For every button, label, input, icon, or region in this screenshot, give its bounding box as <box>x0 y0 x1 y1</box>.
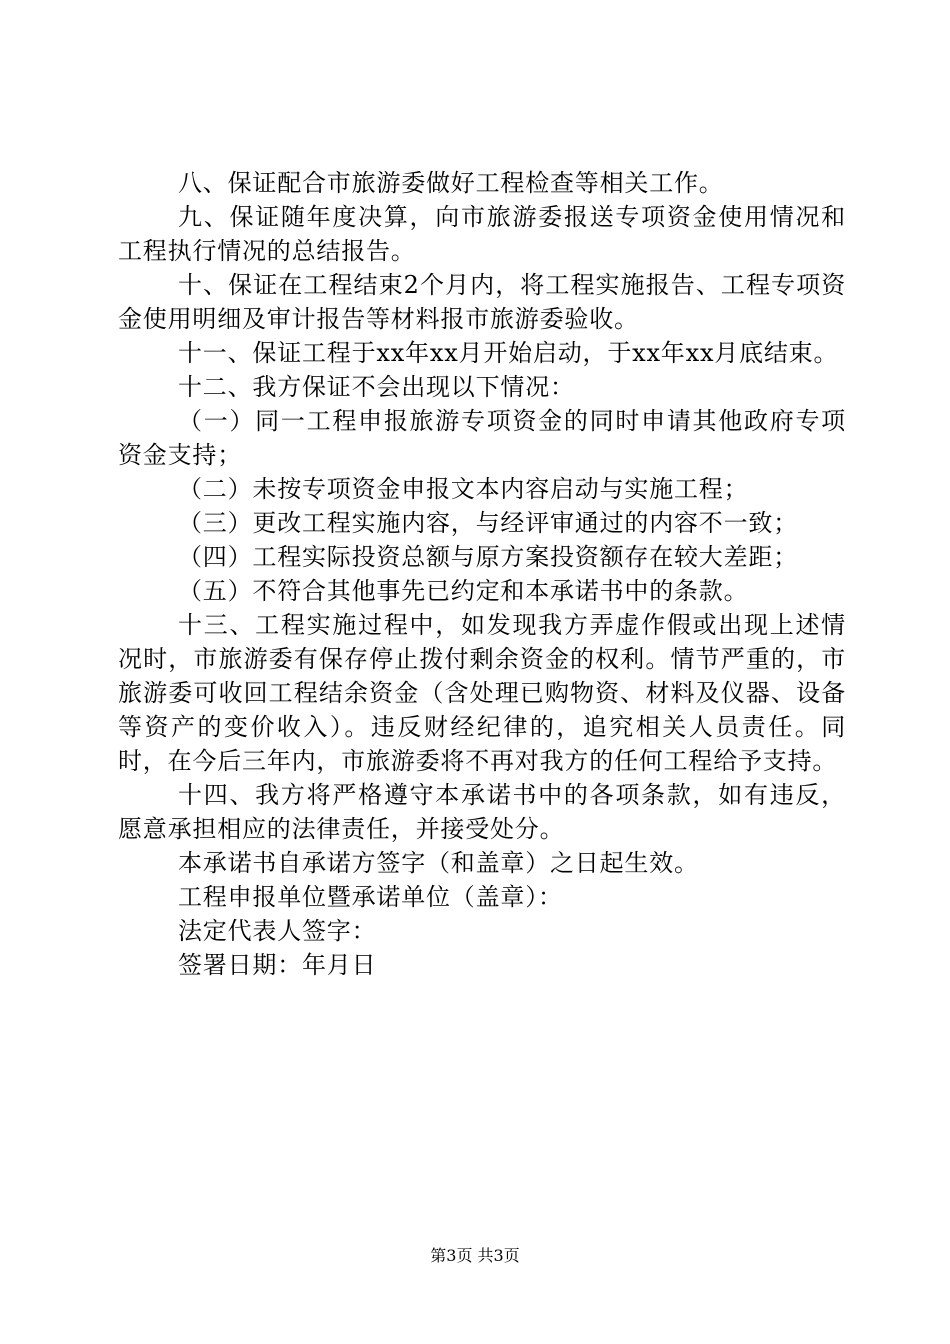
legal-representative-line: 法定代表人签字： <box>178 917 377 945</box>
paragraph-item-14: 十四、我方将严格遵守本承诺书中的各项条款，如有违反，愿意承担相应的法律责任，并接受处分。 <box>118 781 846 843</box>
paragraph-item-13: 十三、工程实施过程中，如发现我方弄虚作假或出现上述情况时，市旅游委有保存停止拨付剩余资金的权利。情节严重的，市旅游委可收回工程结余资金（含处理已购物资、材料及仪器、设备等资产的变价收入）。违反财经纪律的，追究相关人员责任。同时，在今后三年内，市旅游委将不再对我方的任何工程给予支持。 <box>118 611 846 775</box>
applicant-unit-line: 工程申报单位暨承诺单位（盖章）： <box>178 883 563 911</box>
paragraph-subitem-1: （一）同一工程申报旅游专项资金的同时申请其他政府专项资金支持； <box>118 407 846 469</box>
paragraph-subitem-3: （三）更改工程实施内容，与经评审通过的内容不一致； <box>178 509 798 537</box>
signing-date-line: 签署日期：年月日 <box>178 951 377 979</box>
paragraph-item-12: 十二、我方保证不会出现以下情况： <box>178 373 575 401</box>
page-footer <box>0 1245 950 1267</box>
paragraph-item-9: 九、保证随年度决算，向市旅游委报送专项资金使用情况和工程执行情况的总结报告。 <box>118 203 846 265</box>
document-body <box>118 166 846 982</box>
paragraph-subitem-2: （二）未按专项资金申报文本内容启动与实施工程； <box>178 475 749 503</box>
paragraph-item-8: 八、保证配合市旅游委做好工程检查等相关工作。 <box>178 169 724 197</box>
paragraph-item-10: 十、保证在工程结束2个月内，将工程实施报告、工程专项资金使用明细及审计报告等材料报市旅游委验收。 <box>118 271 846 333</box>
page-number: 第3页 共3页 <box>430 1246 520 1265</box>
effective-clause: 本承诺书自承诺方签字（和盖章）之日起生效。 <box>178 849 699 877</box>
paragraph-subitem-5: （五）不符合其他事先已约定和本承诺书中的条款。 <box>178 577 749 605</box>
paragraph-subitem-4: （四）工程实际投资总额与原方案投资额存在较大差距； <box>178 543 798 571</box>
paragraph-item-11: 十一、保证工程于xx年xx月开始启动，于xx年xx月底结束。 <box>178 339 839 367</box>
